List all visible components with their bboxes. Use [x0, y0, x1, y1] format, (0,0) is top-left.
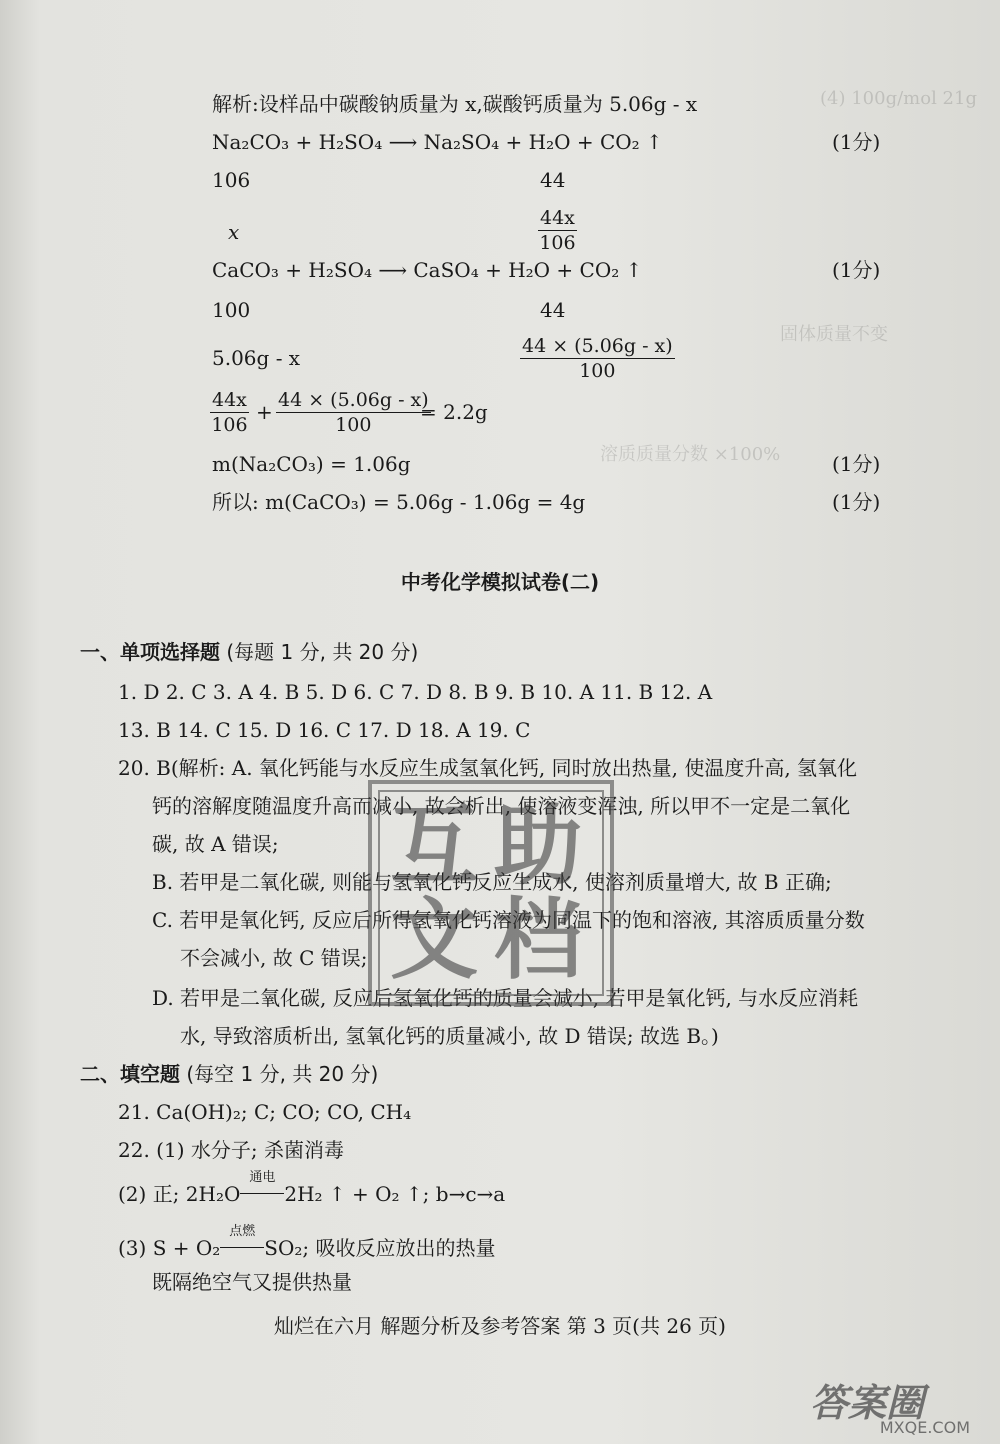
- equation-prefix: (2) 正; 2H₂O: [118, 1182, 241, 1206]
- q22-part-1: 22. (1) 水分子; 杀菌消毒: [118, 1138, 344, 1162]
- watermark-char: 助: [494, 794, 583, 897]
- q21-answer: 21. Ca(OH)₂; C; CO; CO, CH₄: [118, 1100, 412, 1124]
- watermark-char: 档: [494, 888, 583, 991]
- answers-row-1: 1. D 2. C 3. A 4. B 5. D 6. C 7. D 8. B 9. B 10. A 11. B 12. A: [118, 680, 713, 704]
- analysis-intro: 解析:设样品中碳酸钠质量为 x,碳酸钙质量为 5.06g - x: [212, 92, 698, 116]
- equation-suffix: 2H₂ ↑ + O₂ ↑; b→c→a: [284, 1182, 506, 1206]
- q20-option-c-1: C. 若甲是氧化钙, 反应后所得氢氧化钙溶液为同温下的饱和溶液, 其溶质质量分数: [152, 908, 865, 932]
- watermark-char: 互: [390, 794, 479, 897]
- sum-fraction-2: [276, 388, 431, 437]
- variable-caco3-mass: 5.06g - x: [212, 346, 301, 370]
- points-label: (1分): [832, 130, 881, 154]
- watermark-stamp: [368, 780, 614, 1006]
- fraction-co2-from-caco3: [520, 334, 675, 383]
- points-label: (1分): [832, 258, 881, 282]
- fraction-denominator: 106: [211, 414, 248, 436]
- exam-title: 中考化学模拟试卷(二): [400, 570, 600, 594]
- section-heading-fill: [80, 1062, 378, 1086]
- fraction-numerator: 44 × (5.06g - x): [522, 335, 673, 357]
- points-label: (1分): [832, 490, 881, 514]
- q22-part-2: [118, 1170, 506, 1206]
- reaction-condition: 通电: [249, 1170, 276, 1185]
- mass-na2co3-result: m(Na₂CO₃) = 1.06g: [212, 452, 411, 476]
- section-note: (每空 1 分, 共 20 分): [180, 1062, 379, 1086]
- variable-x: x: [228, 220, 240, 244]
- q20-option-b: B. 若甲是二氧化碳, 则能与氢氧化钙反应生成水, 使溶剂质量增大, 故 B 正确;: [152, 870, 832, 894]
- q20-line-2: 钙的溶解度随温度升高而减小, 故会析出, 使溶液变浑浊, 所以甲不一定是二氧化: [152, 794, 851, 818]
- molar-mass-caco3: 100: [212, 298, 251, 322]
- section-note: (每题 1 分, 共 20 分): [220, 640, 419, 664]
- section-title: 二、填空题: [80, 1062, 180, 1086]
- equation-na2co3: Na₂CO₃ + H₂SO₄ ⟶ Na₂SO₄ + H₂O + CO₂ ↑: [212, 130, 663, 154]
- reaction-condition: 点燃: [229, 1224, 256, 1239]
- fraction-numerator: 44 × (5.06g - x): [278, 389, 429, 411]
- fraction-denominator: 106: [539, 232, 576, 254]
- sum-fraction-1: [210, 388, 249, 437]
- equation-prefix: (3) S + O₂: [118, 1236, 221, 1260]
- answers-row-2: 13. B 14. C 15. D 16. C 17. D 18. A 19. C: [118, 718, 531, 742]
- molar-mass-na2co3: 106: [212, 168, 251, 192]
- equation-caco3: CaCO₃ + H₂SO₄ ⟶ CaSO₄ + H₂O + CO₂ ↑: [212, 258, 643, 282]
- q20-option-c-2: 不会减小, 故 C 错误;: [180, 946, 368, 970]
- page-footer: 灿烂在六月 解题分析及参考答案 第 3 页(共 26 页): [274, 1314, 726, 1338]
- q20-option-d-1: D. 若甲是二氧化碳, 反应后氢氧化钙的质量会减小, 若甲是氧化钙, 与水反应消耗: [152, 986, 859, 1010]
- equation-suffix: SO₂; 吸收反应放出的热量: [264, 1236, 496, 1260]
- logo-text: 答案圈: [810, 1381, 925, 1425]
- logo-subtext: MXQE.COM: [879, 1418, 970, 1437]
- q20-line-3: 碳, 故 A 错误;: [152, 832, 279, 856]
- molar-mass-co2: 44: [540, 298, 566, 322]
- q22-part-3: [118, 1224, 496, 1260]
- section-heading-choice: [80, 640, 418, 664]
- section-title: 一、单项选择题: [80, 640, 220, 664]
- fraction-numerator: 44x: [212, 389, 247, 411]
- fraction-denominator: 100: [579, 360, 616, 382]
- site-logo: [800, 1370, 980, 1440]
- q22-part-3-continued: 既隔绝空气又提供热量: [152, 1270, 352, 1294]
- q20-option-d-2: 水, 导致溶质析出, 氢氧化钙的质量减小, 故 D 错误; 故选 B。): [180, 1024, 719, 1048]
- bleed-through-text: 溶质质量分数 ×100%: [600, 444, 781, 465]
- watermark-char: 文: [390, 888, 479, 991]
- fraction-denominator: 100: [335, 414, 372, 436]
- plus-sign: +: [256, 400, 273, 424]
- reaction-arrow: [220, 1224, 264, 1248]
- fraction-44x-106: [538, 206, 577, 255]
- sum-result: = 2.2g: [420, 400, 488, 424]
- fraction-numerator: 44x: [540, 207, 575, 229]
- q20-line-1: 20. B(解析: A. 氧化钙能与水反应生成氢氧化钙, 同时放出热量, 使温度升高, 氢氧化: [118, 756, 858, 780]
- bleed-through-text: (4) 100g/mol 21g: [820, 88, 977, 109]
- reaction-arrow: [240, 1170, 284, 1194]
- mass-caco3-result: 所以: m(CaCO₃) = 5.06g - 1.06g = 4g: [212, 490, 586, 514]
- molar-mass-co2: 44: [540, 168, 566, 192]
- points-label: (1分): [832, 452, 881, 476]
- bleed-through-text: 固体质量不变: [780, 324, 888, 345]
